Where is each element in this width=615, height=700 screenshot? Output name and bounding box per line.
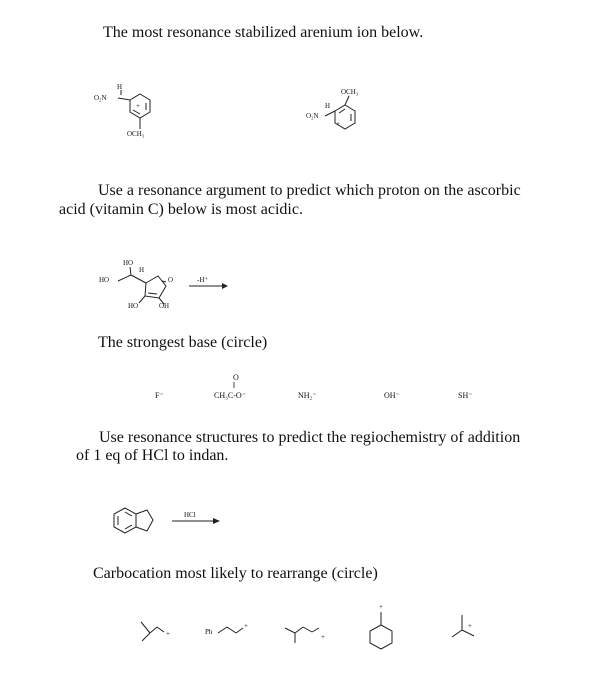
ion-a-no2: O₂N bbox=[94, 94, 107, 102]
carbocation-1-charge: + bbox=[166, 630, 170, 638]
ion-b-charge: + bbox=[336, 120, 340, 128]
carbocation-5-skeleton bbox=[447, 610, 482, 645]
ion-a-h: H bbox=[117, 83, 123, 91]
carbocation-5-charge: + bbox=[468, 622, 472, 630]
carbocation-2[interactable] bbox=[205, 622, 255, 647]
carbocation-4-charge: + bbox=[379, 603, 383, 611]
carbocation-1[interactable] bbox=[138, 618, 178, 648]
ascorbic-ho-top: HO bbox=[123, 259, 134, 267]
base-fluoride[interactable]: F⁻ bbox=[155, 391, 164, 400]
ion-a-och3: OCH₃ bbox=[127, 130, 145, 138]
ion-b-och3: OCH₃ bbox=[341, 88, 359, 96]
acetate-carbonyl-o: O bbox=[233, 373, 239, 382]
q2-line1: Use a resonance argument to predict which proton on the ascorbic bbox=[98, 182, 521, 199]
q5-heading: Carbocation most likely to rearrange (circle) bbox=[93, 565, 378, 582]
q3-heading: The strongest base (circle) bbox=[98, 334, 268, 351]
acetate-formula: CH₃C-O⁻ bbox=[214, 391, 246, 400]
ascorbic-h: H bbox=[139, 266, 145, 274]
ion-a-charge: + bbox=[136, 102, 140, 110]
carbocation-3[interactable] bbox=[282, 618, 332, 648]
q1-heading: The most resonance stabilized arenium ion below. bbox=[103, 24, 424, 41]
carbocation-4[interactable] bbox=[365, 603, 400, 653]
q4-line2: of 1 eq of HCl to indan. bbox=[76, 447, 229, 464]
carbocation-2-ph: Ph bbox=[205, 628, 213, 636]
base-amide[interactable]: NH₂⁻ bbox=[298, 391, 317, 400]
carbocation-1-skeleton bbox=[138, 618, 178, 648]
carbocation-2-charge: + bbox=[244, 622, 248, 630]
ion-b-h: H bbox=[325, 102, 331, 110]
base-hydroxide[interactable]: OH⁻ bbox=[384, 391, 400, 400]
ascorbic-ho-left: HO bbox=[99, 276, 110, 284]
base-hydrosulfide[interactable]: SH⁻ bbox=[458, 391, 473, 400]
q2-line2: acid (vitamin C) below is most acidic. bbox=[59, 201, 303, 218]
carbocation-3-charge: + bbox=[321, 633, 325, 641]
carbocation-5[interactable] bbox=[447, 610, 482, 645]
hcl-reagent-label: HCl bbox=[184, 511, 196, 519]
deprotonation-label: -H⁺ bbox=[197, 276, 209, 284]
ascorbic-oh: OH bbox=[159, 302, 170, 310]
acetate-double-bond: ‖ bbox=[233, 381, 236, 390]
carbocation-4-skeleton bbox=[365, 603, 400, 653]
ascorbic-carbonyl-o: O bbox=[168, 276, 174, 284]
ion-b-no2: O₂N bbox=[306, 112, 319, 120]
ascorbic-ho-bottom: HO bbox=[128, 302, 139, 310]
q4-line1: Use resonance structures to predict the regiochemistry of addition bbox=[99, 429, 521, 446]
